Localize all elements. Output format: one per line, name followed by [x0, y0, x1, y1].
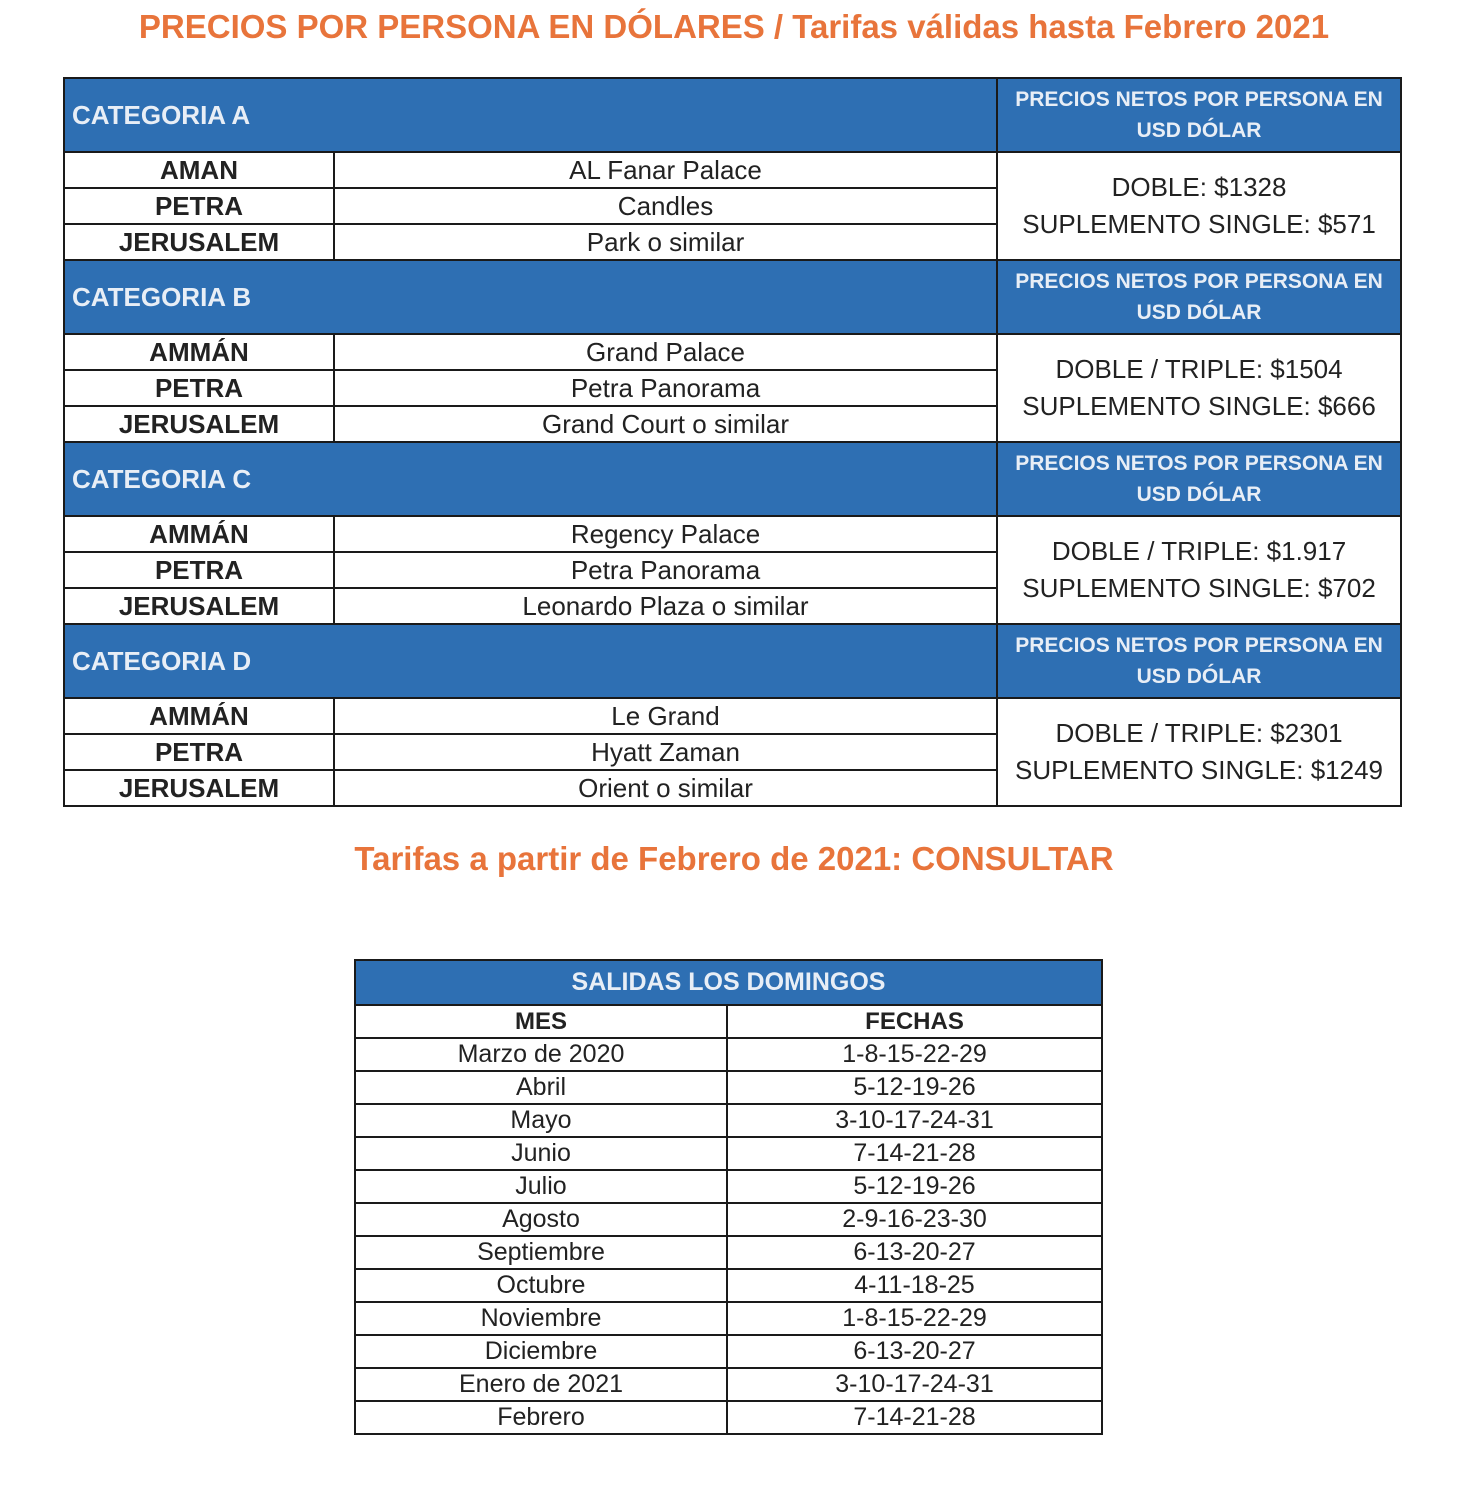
table-row — [355, 1137, 1102, 1170]
city-cell: PETRA — [64, 370, 334, 406]
hotel-cell: Petra Panorama — [334, 370, 997, 406]
table-row — [355, 1236, 1102, 1269]
price-header — [997, 78, 1401, 152]
hotel-cell: Petra Panorama — [334, 552, 997, 588]
table-row — [355, 1071, 1102, 1104]
price-header-line2: USD DÓLAR — [1136, 483, 1262, 506]
hotel-cell: Candles — [334, 188, 997, 224]
dates-cell: 3-10-17-24-31 — [727, 1368, 1102, 1401]
hotel-cell: Regency Palace — [334, 516, 997, 552]
hotel-cell: Leonardo Plaza o similar — [334, 588, 997, 624]
city-cell: PETRA — [64, 552, 334, 588]
dates-cell: 2-9-16-23-30 — [727, 1203, 1102, 1236]
month-cell: Octubre — [355, 1269, 727, 1302]
hotel-cell: Le Grand — [334, 698, 997, 734]
month-cell: Diciembre — [355, 1335, 727, 1368]
price-header-line1: PRECIOS NETOS POR PERSONA EN — [1015, 270, 1383, 293]
category-name: CATEGORIA D — [64, 624, 997, 698]
price-header-line2: USD DÓLAR — [1136, 301, 1262, 324]
month-cell: Abril — [355, 1071, 727, 1104]
price-header-line2: USD DÓLAR — [1136, 119, 1262, 142]
dates-cell: 7-14-21-28 — [727, 1401, 1102, 1434]
price-header-line1: PRECIOS NETOS POR PERSONA EN — [1015, 452, 1383, 475]
price-header-line1: PRECIOS NETOS POR PERSONA EN — [1015, 634, 1383, 657]
dates-cell: 4-11-18-25 — [727, 1269, 1102, 1302]
hotel-row — [64, 152, 1401, 188]
dates-cell: 5-12-19-26 — [727, 1170, 1102, 1203]
month-cell: Agosto — [355, 1203, 727, 1236]
dates-cell: 1-8-15-22-29 — [727, 1302, 1102, 1335]
city-cell: AMMÁN — [64, 334, 334, 370]
price-header — [997, 624, 1401, 698]
month-cell: Mayo — [355, 1104, 727, 1137]
table-row — [355, 1302, 1102, 1335]
price-header — [997, 442, 1401, 516]
table-row — [355, 1368, 1102, 1401]
hotel-row — [64, 698, 1401, 734]
hotel-cell: Park o similar — [334, 224, 997, 260]
price-single-supplement: SUPLEMENTO SINGLE: $666 — [1022, 391, 1376, 421]
month-cell: Junio — [355, 1137, 727, 1170]
hotel-cell: AL Fanar Palace — [334, 152, 997, 188]
category-header — [64, 260, 1401, 334]
price-double: DOBLE / TRIPLE: $1504 — [1055, 354, 1343, 384]
city-cell: AMMÁN — [64, 516, 334, 552]
table-row — [355, 1203, 1102, 1236]
page-title: PRECIOS POR PERSONA EN DÓLARES / Tarifas válidas hasta Febrero 2021 — [138, 8, 1330, 45]
price-double: DOBLE / TRIPLE: $2301 — [1055, 718, 1343, 748]
hotel-row — [64, 516, 1401, 552]
price-header-line1: PRECIOS NETOS POR PERSONA EN — [1015, 88, 1383, 111]
category-header — [64, 624, 1401, 698]
price-cell — [997, 334, 1401, 442]
hotel-row — [64, 334, 1401, 370]
consult-notice: Tarifas a partir de Febrero de 2021: CONSULTAR — [354, 840, 1114, 877]
departures-header: SALIDAS LOS DOMINGOS — [355, 960, 1102, 1005]
hotel-cell: Orient o similar — [334, 770, 997, 806]
dates-cell: 1-8-15-22-29 — [727, 1038, 1102, 1071]
table-row — [355, 1038, 1102, 1071]
table-row — [355, 1401, 1102, 1434]
hotel-cell: Grand Court o similar — [334, 406, 997, 442]
table-row — [355, 1104, 1102, 1137]
dates-cell: 5-12-19-26 — [727, 1071, 1102, 1104]
city-cell: PETRA — [64, 734, 334, 770]
dates-cell: 6-13-20-27 — [727, 1335, 1102, 1368]
month-cell: Febrero — [355, 1401, 727, 1434]
month-cell: Marzo de 2020 — [355, 1038, 727, 1071]
city-cell: JERUSALEM — [64, 224, 334, 260]
price-single-supplement: SUPLEMENTO SINGLE: $702 — [1022, 573, 1376, 603]
price-header-line2: USD DÓLAR — [1136, 665, 1262, 688]
month-column-header: MES — [355, 1005, 727, 1038]
city-cell: AMAN — [64, 152, 334, 188]
category-header — [64, 442, 1401, 516]
city-cell: JERUSALEM — [64, 770, 334, 806]
dates-cell: 7-14-21-28 — [727, 1137, 1102, 1170]
month-cell: Enero de 2021 — [355, 1368, 727, 1401]
month-cell: Septiembre — [355, 1236, 727, 1269]
dates-column-header: FECHAS — [727, 1005, 1102, 1038]
departures-table — [354, 959, 1103, 1435]
hotel-cell: Grand Palace — [334, 334, 997, 370]
price-header — [997, 260, 1401, 334]
price-single-supplement: SUPLEMENTO SINGLE: $571 — [1022, 209, 1376, 239]
price-single-supplement: SUPLEMENTO SINGLE: $1249 — [1015, 755, 1384, 785]
price-cell — [997, 152, 1401, 260]
month-cell: Noviembre — [355, 1302, 727, 1335]
price-cell — [997, 516, 1401, 624]
category-name: CATEGORIA C — [64, 442, 997, 516]
city-cell: JERUSALEM — [64, 406, 334, 442]
table-row — [355, 1170, 1102, 1203]
price-cell — [997, 698, 1401, 806]
category-name: CATEGORIA A — [64, 78, 997, 152]
category-name: CATEGORIA B — [64, 260, 997, 334]
table-row — [355, 1335, 1102, 1368]
city-cell: JERUSALEM — [64, 588, 334, 624]
hotel-cell: Hyatt Zaman — [334, 734, 997, 770]
city-cell: PETRA — [64, 188, 334, 224]
month-cell: Julio — [355, 1170, 727, 1203]
dates-cell: 3-10-17-24-31 — [727, 1104, 1102, 1137]
category-header — [64, 78, 1401, 152]
price-double: DOBLE: $1328 — [1111, 172, 1287, 202]
price-table — [63, 77, 1402, 807]
dates-cell: 6-13-20-27 — [727, 1236, 1102, 1269]
price-double: DOBLE / TRIPLE: $1.917 — [1051, 536, 1347, 566]
city-cell: AMMÁN — [64, 698, 334, 734]
table-row — [355, 1269, 1102, 1302]
